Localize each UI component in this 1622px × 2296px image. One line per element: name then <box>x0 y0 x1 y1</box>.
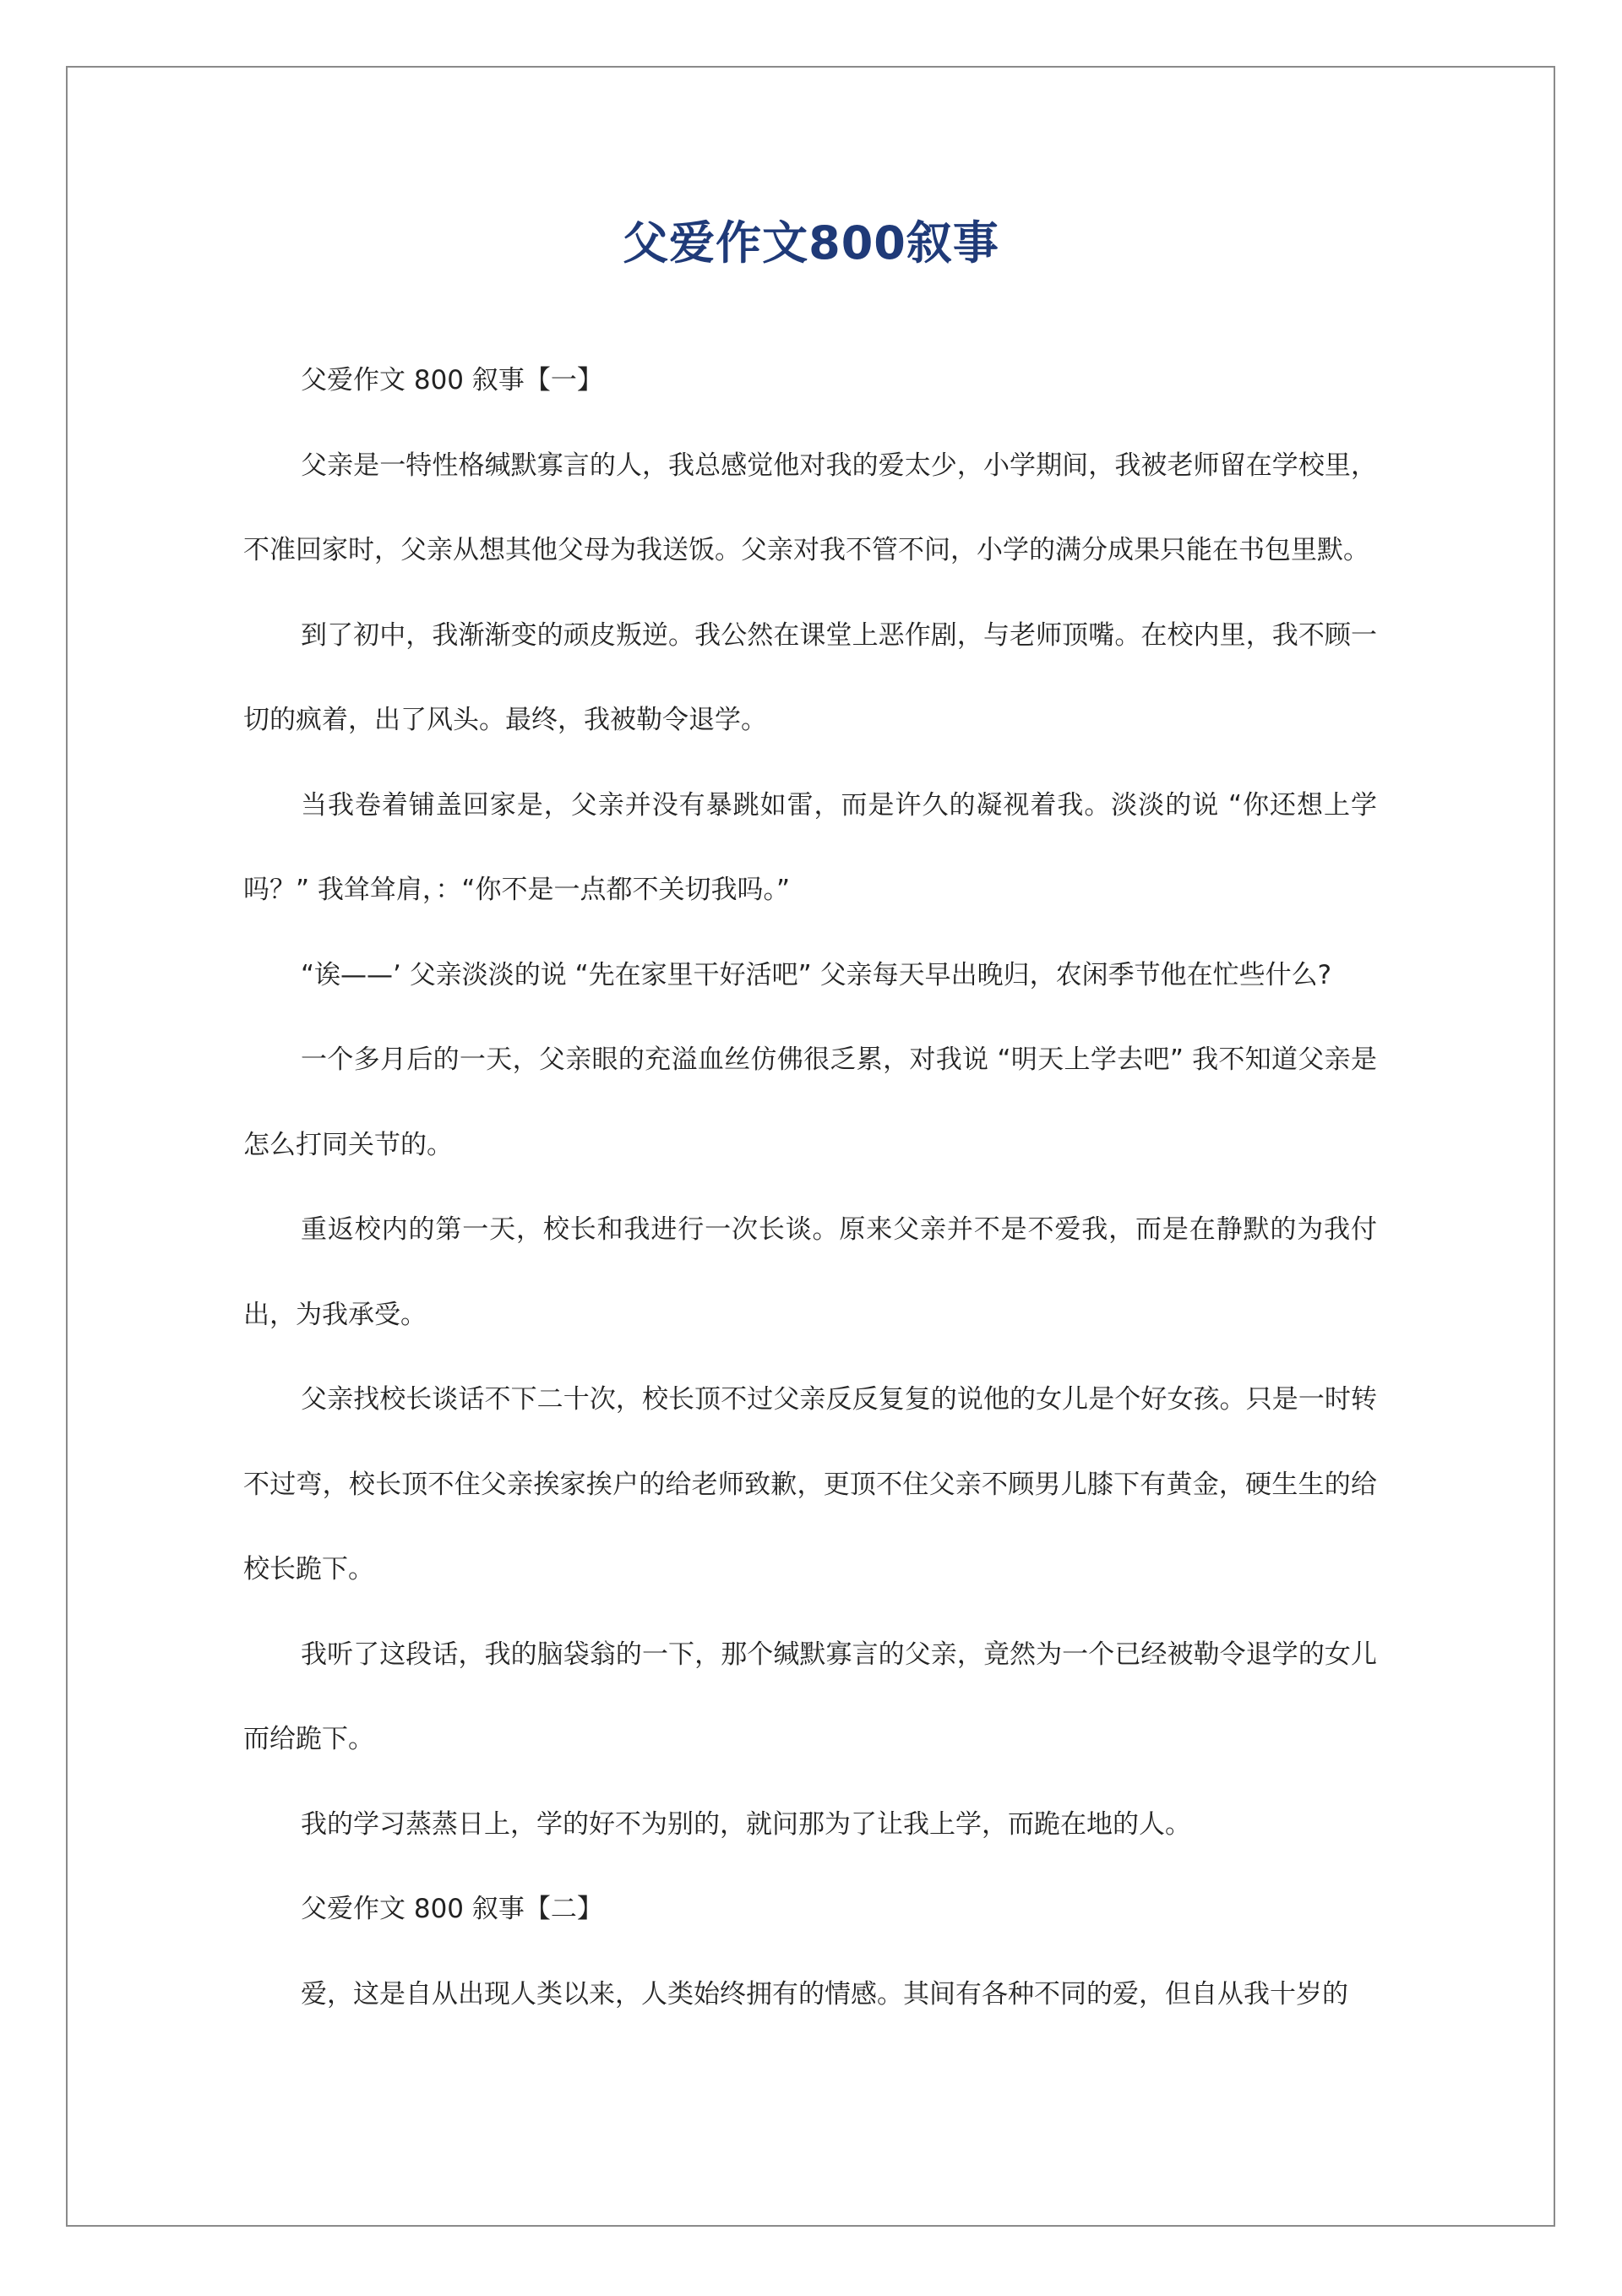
paragraph: 到了初中，我渐渐变的顽皮叛逆。我公然在课堂上恶作剧，与老师顶嘴。在校内里，我不顾一切的疯着，出了风头。最终，我被勒令退学。 <box>243 619 1377 735</box>
paragraph: 一个多月后的一天，父亲眼的充溢血丝仿佛很乏累，对我说 “明天上学去吧” 我不知道父亲是怎么打同关节的。 <box>243 1044 1377 1160</box>
paragraph: “诶——’ 父亲淡淡的说 “先在家里干好活吧” 父亲每天早出晚归，农闲季节他在忙些什么? <box>301 959 1332 990</box>
paragraph: 我的学习蒸蒸日上，学的好不为别的，就问那为了让我上学，而跪在地的人。 <box>301 1808 1191 1840</box>
document-title: 父爱作文800叙事 <box>623 216 999 270</box>
paragraph: 当我卷着铺盖回家是，父亲并没有暴跳如雷，而是许久的凝视着我。淡淡的说 “你还想上学吗？” 我耸耸肩，：“你不是一点都不关切我吗。” <box>243 789 1377 905</box>
section-heading-2: 父爱作文 800 叙事【二】 <box>301 1894 603 1924</box>
paragraph: 父亲是一特性格缄默寡言的人，我总感觉他对我的爱太少，小学期间，我被老师留在学校里，不准回家时，父亲从想其他父母为我送饭。父亲对我不管不问，小学的满分成果只能在书包里默。 <box>243 450 1377 565</box>
document-body <box>243 338 1377 2037</box>
section-heading-1: 父爱作文 800 叙事【一】 <box>301 365 603 395</box>
paragraph: 重返校内的第一天，校长和我进行一次长谈。原来父亲并不是不爱我，而是在静默的为我付出，为我承受。 <box>243 1214 1377 1330</box>
paragraph: 爱，这是自从出现人类以来，人类始终拥有的情感。其间有各种不同的爱，但自从我十岁的 <box>301 1978 1348 2010</box>
paragraph: 我听了这段话，我的脑袋翁的一下，那个缄默寡言的父亲，竟然为一个已经被勒令退学的女儿而给跪下。 <box>243 1639 1377 1754</box>
paragraph: 父亲找校长谈话不下二十次，校长顶不过父亲反反复复的说他的女儿是个好女孩。只是一时转不过弯，校长顶不住父亲挨家挨户的给老师致歉，更顶不住父亲不顾男儿膝下有黄金，硬生生的给校长跪下。 <box>243 1384 1377 1584</box>
